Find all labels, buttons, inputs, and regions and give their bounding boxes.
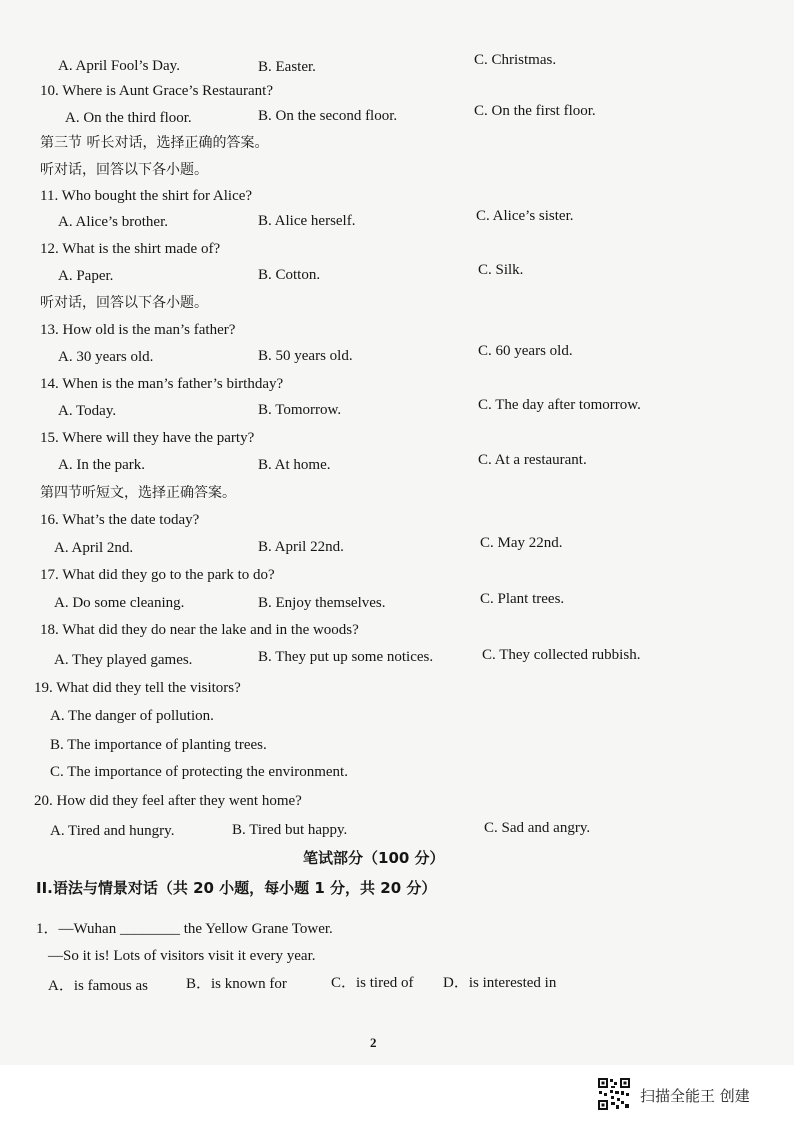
q9-option-b: B. Easter. [258,59,316,75]
section4-title: 第四节听短文，选择正确答案。 [40,485,236,501]
part2-title: II.语法与情景对话（共 20 小题，每小题 1 分，共 20 分） [36,879,437,897]
q18-question: 18. What did they do near the lake and in the woods? [40,622,359,638]
q16-option-b: B. April 22nd. [258,539,344,555]
q19-question: 19. What did they tell the visitors? [34,680,241,696]
q16-option-c: C. May 22nd. [480,535,563,551]
q17-option-c: C. Plant trees. [480,591,565,607]
q14-option-b: B. Tomorrow. [258,402,342,418]
section3-instruction-2: 听对话，回答以下各小题。 [40,295,208,311]
page-number: 2 [370,1035,377,1050]
g1-line2: —So it is! Lots of visitors visit it every year. [48,948,316,964]
q9-option-c: C. Christmas. [474,52,557,68]
q15-option-a: A. In the park. [58,457,146,473]
q12-question: 12. What is the shirt made of? [40,241,221,257]
q14-option-c: C. The day after tomorrow. [478,397,641,413]
g1-option-c: C．is tired of [331,975,414,991]
q14-option-a: A. Today. [58,403,117,419]
section3-instruction-1: 听对话，回答以下各小题。 [40,162,208,178]
q17-option-b: B. Enjoy themselves. [258,595,386,611]
q15-question: 15. Where will they have the party? [40,430,255,446]
q15-option-c: C. At a restaurant. [478,452,587,468]
q16-question: 16. What’s the date today? [40,512,200,528]
q10-question: 10. Where is Aunt Grace’s Restaurant? [40,83,273,99]
q10-option-c: C. On the first floor. [474,103,596,119]
g1-option-d: D．is interested in [443,975,557,991]
q11-option-a: A. Alice’s brother. [58,214,168,230]
q11-option-b: B. Alice herself. [258,213,356,229]
q18-option-a: A. They played games. [54,652,193,668]
q15-option-b: B. At home. [258,457,331,473]
q13-option-a: A. 30 years old. [58,349,154,365]
scanner-brand-label: 扫描全能王 创建 [640,1087,750,1105]
q12-option-b: B. Cotton. [258,267,321,283]
q9-option-a: A. April Fool’s Day. [58,58,180,74]
q19-option-b: B. The importance of planting trees. [50,737,267,753]
g1-option-a: A．is famous as [48,978,148,994]
q20-option-c: C. Sad and angry. [484,820,591,836]
q17-question: 17. What did they go to the park to do? [40,567,275,583]
q18-option-b: B. They put up some notices. [258,649,434,665]
q13-question: 13. How old is the man’s father? [40,322,236,338]
q12-option-a: A. Paper. [58,268,114,284]
q10-option-b: B. On the second floor. [258,108,398,124]
q17-option-a: A. Do some cleaning. [54,595,185,611]
q18-option-c: C. They collected rubbish. [482,647,641,663]
q20-question: 20. How did they feel after they went home? [34,793,302,809]
q11-option-c: C. Alice’s sister. [476,208,574,224]
q19-option-c: C. The importance of protecting the environment. [50,764,348,780]
q20-option-b: B. Tired but happy. [232,822,348,838]
written-part-title: 笔试部分（100 分） [303,849,445,867]
section3-title: 第三节 听长对话，选择正确的答案。 [40,135,269,151]
q13-option-b: B. 50 years old. [258,348,353,364]
q12-option-c: C. Silk. [478,262,524,278]
qr-code-icon [597,1077,631,1111]
q11-question: 11. Who bought the shirt for Alice? [40,188,253,204]
q16-option-a: A. April 2nd. [54,540,134,556]
g1-option-b: B．is known for [186,976,287,992]
q13-option-c: C. 60 years old. [478,343,573,359]
q20-option-a: A. Tired and hungry. [50,823,175,839]
q19-option-a: A. The danger of pollution. [50,708,214,724]
q14-question: 14. When is the man’s father’s birthday? [40,376,284,392]
q10-option-a: A. On the third floor. [65,110,192,126]
g1-line1: 1．—Wuhan ________ the Yellow Grane Tower. [36,921,333,937]
